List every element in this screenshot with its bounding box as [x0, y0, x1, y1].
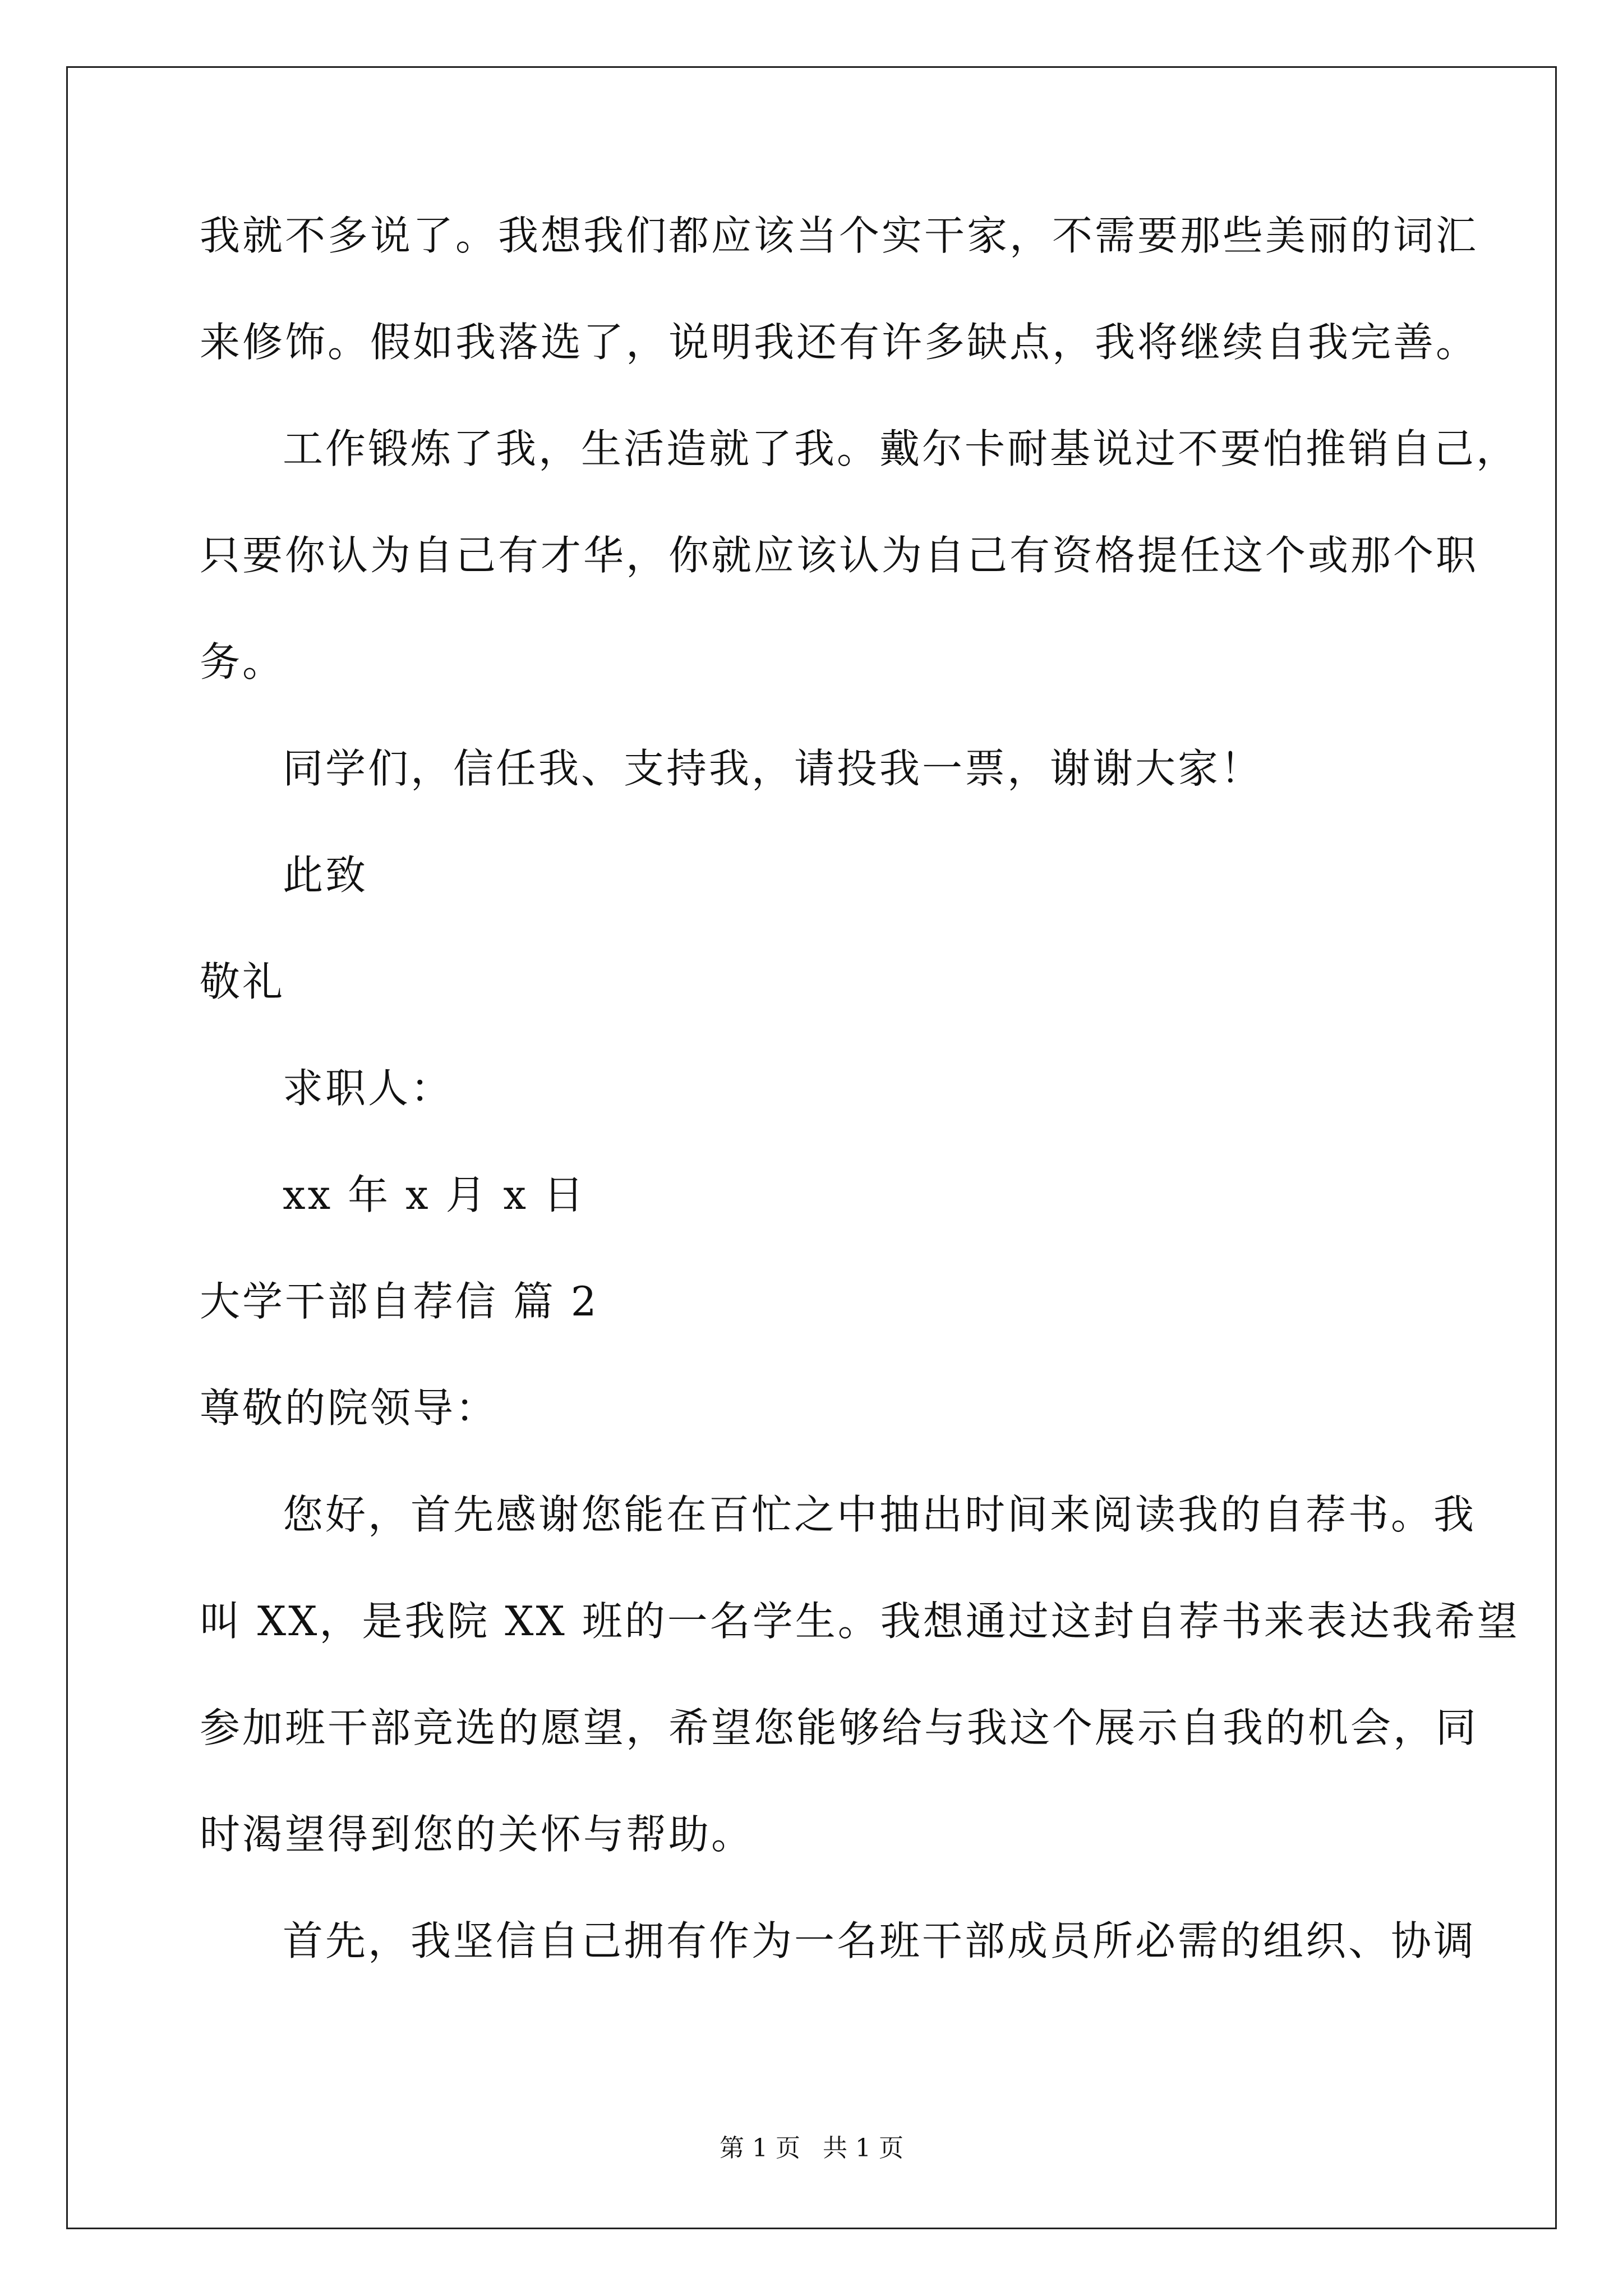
text-line: 只要你认为自己有才华，你就应该认为自己有资格提任这个或那个职: [200, 532, 1479, 579]
text-line: 时渴望得到您的关怀与帮助。: [200, 1811, 754, 1858]
document-body: [200, 208, 1520, 2019]
closing-regards: 敬礼: [200, 958, 285, 1005]
page-total: 共 1 页: [823, 2134, 903, 2162]
section-title: 大学干部自荐信 篇 2: [200, 1278, 599, 1325]
text-line: 同学们，信任我、支持我，请投我一票，谢谢大家！: [283, 745, 1264, 792]
date-line: xx 年 x 月 x 日: [283, 1171, 586, 1218]
text-line: 来修饰。假如我落选了，说明我还有许多缺点，我将继续自我完善。: [200, 319, 1479, 366]
page-footer: [0, 2132, 1623, 2165]
text-line: 叫 XX，是我院 XX 班的一名学生。我想通过这封自荐书来表达我希望: [200, 1598, 1520, 1645]
text-line: 首先，我坚信自己拥有作为一名班干部成员所必需的组织、协调: [283, 1917, 1477, 1964]
text-line: 参加班干部竞选的愿望，希望您能够给与我这个展示自我的机会，同: [200, 1704, 1479, 1751]
greeting: 尊敬的院领导：: [200, 1384, 499, 1432]
text-line: 您好，首先感谢您能在百忙之中抽出时间来阅读我的自荐书。我: [283, 1491, 1477, 1538]
text-line: 我就不多说了。我想我们都应该当个实干家，不需要那些美丽的词汇: [200, 212, 1479, 259]
page-current: 第 1 页: [720, 2134, 800, 2162]
applicant-label: 求职人：: [283, 1065, 454, 1112]
closing-salutation: 此致: [283, 852, 368, 899]
text-line: 工作锻炼了我，生活造就了我。戴尔卡耐基说过不要怕推销自己，: [283, 425, 1519, 472]
text-line: 务。: [200, 638, 285, 685]
